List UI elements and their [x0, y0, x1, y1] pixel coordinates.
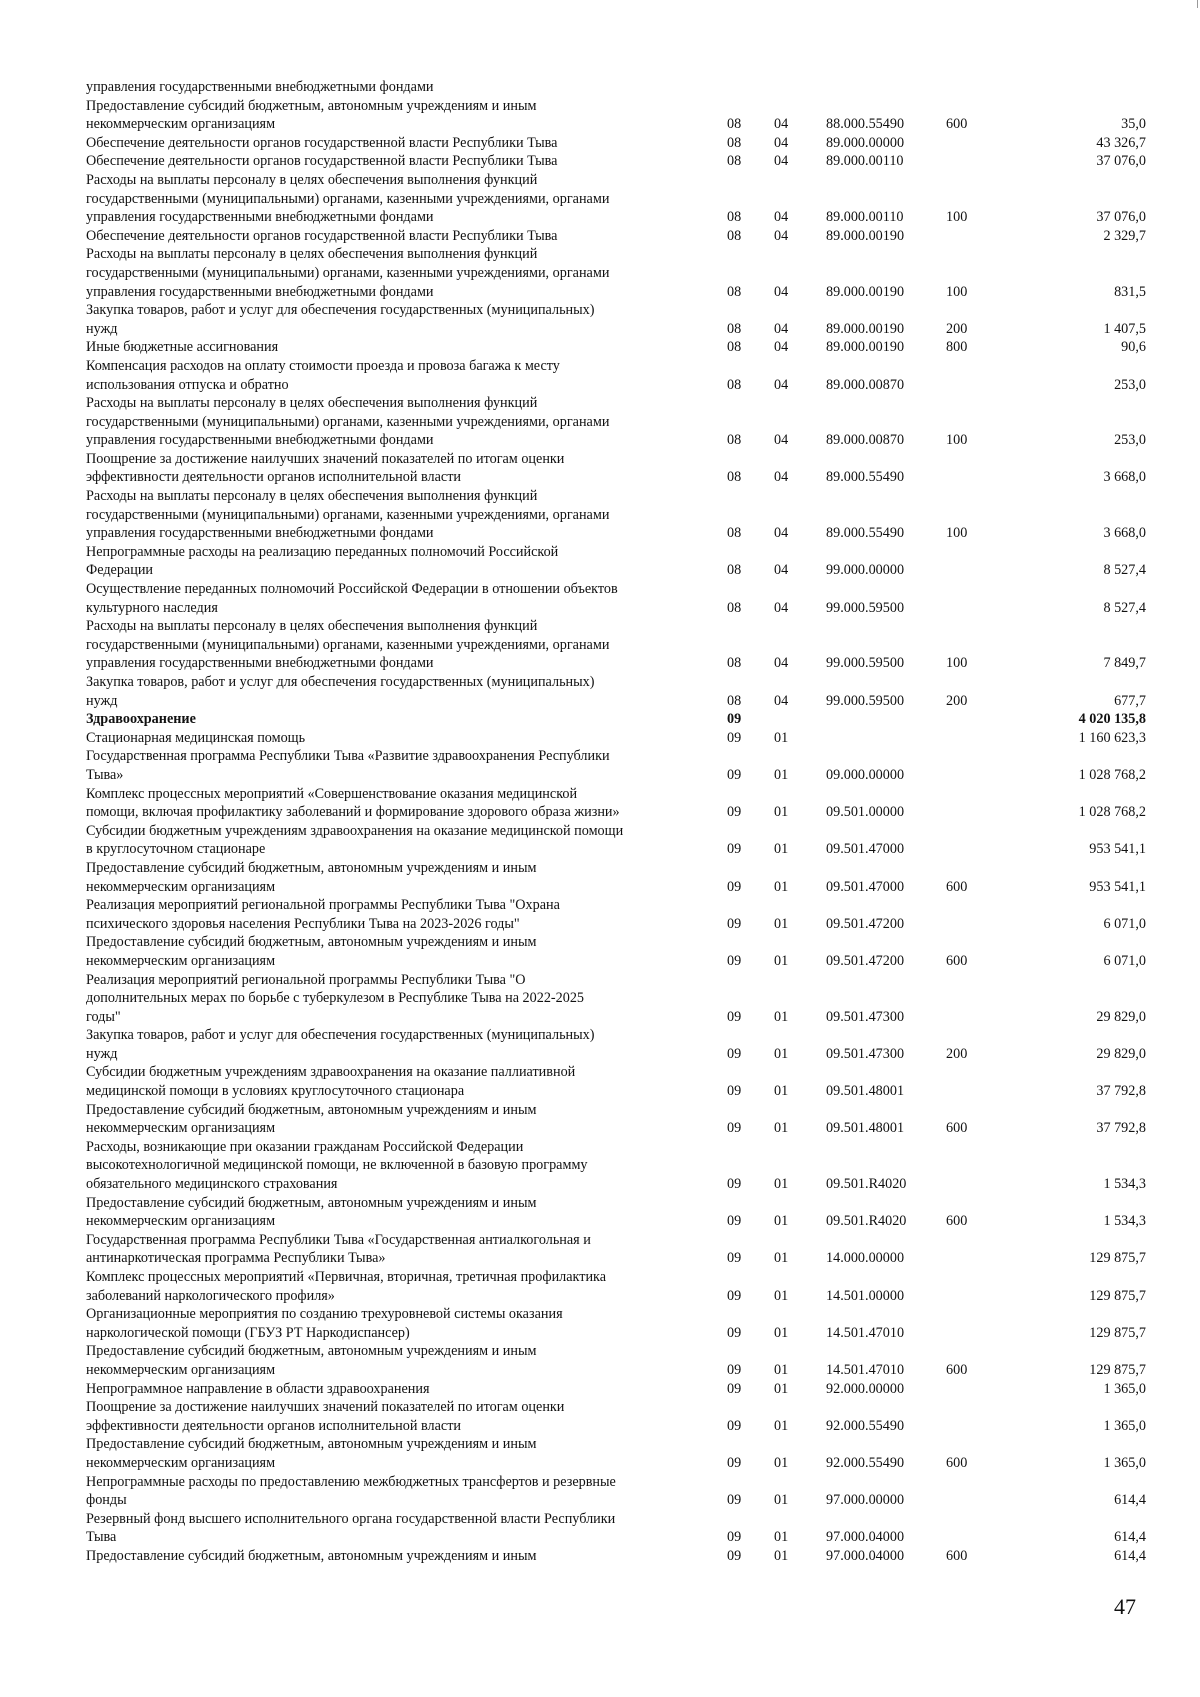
- amount: 253,0: [1114, 432, 1146, 449]
- table-row: [86, 394, 1146, 450]
- target-article-code: 09.501.47200: [826, 915, 905, 932]
- amount: 1 365,0: [1103, 1380, 1146, 1397]
- row-description: Обеспечение деятельности органов государственной власти Республики Тыва: [86, 227, 558, 244]
- amount: 7 849,7: [1103, 655, 1146, 672]
- section-code: 08: [727, 153, 742, 170]
- subsection-code: 01: [774, 1250, 789, 1267]
- amount: 953 541,1: [1089, 841, 1146, 858]
- amount: 1 407,5: [1103, 320, 1146, 337]
- table-row: [86, 301, 1146, 338]
- subsection-code: 04: [774, 227, 789, 244]
- section-code: 08: [727, 432, 742, 449]
- section-code: 08: [727, 655, 742, 672]
- table-row: [86, 785, 1146, 822]
- target-article-code: 92.000.00000: [826, 1380, 905, 1397]
- subsection-code: 01: [774, 1120, 789, 1137]
- expense-type-code: 600: [946, 1547, 968, 1564]
- section-code: 08: [727, 320, 742, 337]
- target-article-code: 99.000.59500: [826, 599, 905, 616]
- subsection-code: 01: [774, 1083, 789, 1100]
- amount: 253,0: [1114, 376, 1146, 393]
- table-row: [86, 245, 1146, 301]
- row-description: Непрограммные расходы по предоставлению межбюджетных трансфертов и резервные фонды: [86, 1473, 616, 1509]
- subsection-code: 01: [774, 1454, 789, 1471]
- section-code: 08: [727, 339, 742, 356]
- section-code: 09: [727, 1324, 742, 1341]
- subsection-code: 04: [774, 692, 789, 709]
- expense-type-code: 100: [946, 525, 968, 542]
- row-description: Предоставление субсидий бюджетным, автономным учреждениям и иным некоммерческим организациям: [86, 859, 537, 895]
- target-article-code: 89.000.00870: [826, 376, 905, 393]
- target-article-code: 09.501.00000: [826, 804, 905, 821]
- amount: 129 875,7: [1089, 1287, 1146, 1304]
- amount: 29 829,0: [1096, 1045, 1146, 1062]
- target-article-code: 14.000.00000: [826, 1250, 905, 1267]
- table-row: [86, 1398, 1146, 1435]
- target-article-code: 97.000.04000: [826, 1529, 905, 1546]
- target-article-code: 92.000.55490: [826, 1454, 905, 1471]
- row-description: Стационарная медицинская помощь: [86, 729, 306, 746]
- row-description: Расходы на выплаты персоналу в целях обеспечения выполнения функций государственными (муниципальными) органами, казенными учреждениями, органами управления государственными внебюджетными фондами: [86, 395, 610, 449]
- section-code: 09: [727, 1529, 742, 1546]
- row-description: Поощрение за достижение наилучших значений показателей по итогам оценки эффективности деятельности органов исполнительной власти: [86, 1399, 565, 1434]
- subsection-code: 01: [774, 1287, 789, 1304]
- table-row: [86, 152, 1146, 171]
- target-article-code: 09.000.00000: [826, 766, 905, 783]
- section-code: 09: [727, 1213, 742, 1230]
- section-code: 08: [727, 227, 742, 244]
- row-description: Закупка товаров, работ и услуг для обеспечения государственных (муниципальных) нужд: [86, 1027, 595, 1062]
- section-code: 09: [727, 952, 742, 969]
- amount: 3 668,0: [1103, 469, 1146, 486]
- subsection-code: 01: [774, 878, 789, 895]
- section-code: 09: [727, 1120, 742, 1137]
- amount: 4 020 135,8: [1078, 711, 1146, 728]
- section-code: 09: [727, 729, 742, 746]
- target-article-code: 89.000.00190: [826, 227, 905, 244]
- table-row: [86, 617, 1146, 673]
- expense-type-code: 600: [946, 1454, 968, 1471]
- amount: 1 534,3: [1103, 1176, 1146, 1193]
- row-description: Организационные мероприятия по созданию трехуровневой системы оказания наркологической помощи (ГБУЗ РТ Наркодиспансер): [86, 1306, 563, 1341]
- expense-type-code: 100: [946, 209, 968, 226]
- subsection-code: 04: [774, 432, 789, 449]
- table-row: [86, 450, 1146, 487]
- amount: 614,4: [1114, 1547, 1146, 1564]
- section-code: 08: [727, 525, 742, 542]
- amount: 29 829,0: [1096, 1008, 1146, 1025]
- subsection-code: 04: [774, 562, 789, 579]
- row-description: Предоставление субсидий бюджетным, автономным учреждениям и иным некоммерческим организациям: [86, 97, 537, 133]
- subsection-code: 01: [774, 1361, 789, 1378]
- table-row: [86, 134, 1146, 153]
- table-row: [86, 673, 1146, 710]
- table-row: [86, 1026, 1146, 1063]
- row-description: Предоставление субсидий бюджетным, автономным учреждениям и иным некоммерческим организациям: [86, 1194, 537, 1230]
- amount: 614,4: [1114, 1492, 1146, 1509]
- subsection-code: 04: [774, 376, 789, 393]
- target-article-code: 89.000.00190: [826, 320, 905, 337]
- amount: 37 792,8: [1096, 1083, 1146, 1100]
- row-description: Государственная программа Республики Тыва «Государственная антиалкогольная и антинаркотическая программа Республики Тыва»: [86, 1231, 591, 1267]
- expense-type-code: 100: [946, 432, 968, 449]
- section-code: 08: [727, 469, 742, 486]
- subsection-code: 04: [774, 209, 789, 226]
- table-row: [86, 859, 1146, 896]
- target-article-code: 09.501.47000: [826, 841, 905, 858]
- subsection-code: 04: [774, 599, 789, 616]
- target-article-code: 89.000.00110: [826, 153, 904, 170]
- subsection-code: 01: [774, 1529, 789, 1546]
- table-row: [86, 171, 1146, 227]
- table-row: [86, 896, 1146, 933]
- target-article-code: 92.000.55490: [826, 1417, 905, 1434]
- section-code: 08: [727, 134, 742, 151]
- row-description: Реализация мероприятий региональной программы Республики Тыва "Охрана психического здоровья населения Республики Тыва на 2023-2026 годы": [86, 897, 560, 932]
- row-description: Субсидии бюджетным учреждениям здравоохранения на оказание медицинской помощи в круглосуточном стационаре: [86, 822, 624, 858]
- amount: 1 028 768,2: [1078, 766, 1146, 783]
- row-description: Непрограммные расходы на реализацию переданных полномочий Российской Федерации: [86, 543, 559, 579]
- expense-type-code: 600: [946, 1361, 968, 1378]
- subsection-code: 01: [774, 1380, 789, 1397]
- table-row: [86, 933, 1146, 970]
- table-row: [86, 729, 1146, 748]
- section-code: 08: [727, 692, 742, 709]
- row-description: Осуществление переданных полномочий Российской Федерации в отношении объектов культурного наследия: [86, 581, 618, 616]
- expense-type-code: 600: [946, 116, 968, 133]
- amount: 1 365,0: [1103, 1417, 1146, 1434]
- target-article-code: 97.000.04000: [826, 1547, 905, 1564]
- target-article-code: 99.000.59500: [826, 655, 905, 672]
- target-article-code: 89.000.00000: [826, 134, 905, 151]
- amount: 614,4: [1114, 1529, 1146, 1546]
- section-code: 09: [727, 711, 742, 728]
- target-article-code: 09.501.47300: [826, 1008, 905, 1025]
- subsection-code: 01: [774, 1045, 789, 1062]
- amount: 35,0: [1121, 116, 1146, 133]
- section-code: 08: [727, 283, 742, 300]
- subsection-code: 04: [774, 525, 789, 542]
- amount: 90,6: [1121, 339, 1146, 356]
- section-code: 09: [727, 766, 742, 783]
- row-description: Обеспечение деятельности органов государственной власти Республики Тыва: [86, 153, 558, 170]
- row-description: Расходы на выплаты персоналу в целях обеспечения выполнения функций государственными (муниципальными) органами, казенными учреждениями, органами управления государственными внебюджетными фондами: [86, 618, 610, 672]
- section-code: 08: [727, 116, 742, 133]
- expense-type-code: 600: [946, 952, 968, 969]
- subsection-code: 04: [774, 339, 789, 356]
- subsection-code: 01: [774, 1008, 789, 1025]
- section-code: 09: [727, 1547, 742, 1564]
- row-description: Реализация мероприятий региональной программы Республики Тыва "О дополнительных мерах по борьбе с туберкулезом в Республике Тыва на 2022-2025 годы": [86, 971, 585, 1025]
- page-number: 47: [1114, 1594, 1136, 1619]
- table-row: [86, 1380, 1146, 1399]
- row-description: Резервный фонд высшего исполнительного органа государственной власти Республики Тыва: [86, 1510, 616, 1546]
- amount: 1 160 623,3: [1078, 729, 1146, 746]
- table-row: [86, 78, 1146, 97]
- expense-type-code: 200: [946, 1045, 968, 1062]
- amount: 1 365,0: [1103, 1454, 1146, 1471]
- subsection-code: 04: [774, 153, 789, 170]
- target-article-code: 89.000.00110: [826, 209, 904, 226]
- table-row: [86, 1101, 1146, 1138]
- subsection-code: 01: [774, 1492, 789, 1509]
- row-description: Государственная программа Республики Тыва «Развитие здравоохранения Республики Тыва»: [86, 748, 610, 783]
- target-article-code: 09.501.47000: [826, 878, 905, 895]
- section-code: 09: [727, 841, 742, 858]
- row-description: Предоставление субсидий бюджетным, автономным учреждениям и иным некоммерческим организациям: [86, 934, 537, 969]
- amount: 953 541,1: [1089, 878, 1146, 895]
- row-description: Иные бюджетные ассигнования: [86, 339, 279, 356]
- target-article-code: 97.000.00000: [826, 1492, 905, 1509]
- row-description: Предоставление субсидий бюджетным, автономным учреждениям и иным: [86, 1547, 537, 1564]
- row-description: Предоставление субсидий бюджетным, автономным учреждениям и иным некоммерческим организациям: [86, 1101, 537, 1137]
- section-code: 09: [727, 1287, 742, 1304]
- amount: 6 071,0: [1103, 952, 1146, 969]
- section-code: 08: [727, 599, 742, 616]
- expense-type-code: 200: [946, 320, 968, 337]
- row-description: Обеспечение деятельности органов государственной власти Республики Тыва: [86, 134, 558, 151]
- section-code: 09: [727, 1008, 742, 1025]
- table-row: [86, 357, 1146, 394]
- table-row: [86, 543, 1146, 580]
- row-description: Расходы на выплаты персоналу в целях обеспечения выполнения функций государственными (муниципальными) органами, казенными учреждениями, органами управления государственными внебюджетными фондами: [86, 171, 610, 226]
- budget-table: [86, 78, 1146, 1566]
- expense-type-code: 600: [946, 1213, 968, 1230]
- table-row: [86, 1063, 1146, 1100]
- subsection-code: 04: [774, 134, 789, 151]
- section-code: 09: [727, 1250, 742, 1267]
- amount: 6 071,0: [1103, 915, 1146, 932]
- table-row: [86, 97, 1146, 134]
- row-description: Расходы на выплаты персоналу в целях обеспечения выполнения функций государственными (муниципальными) органами, казенными учреждениями, органами управления государственными внебюджетными фондами: [86, 488, 610, 542]
- target-article-code: 09.501.47300: [826, 1045, 905, 1062]
- subsection-code: 01: [774, 1176, 789, 1193]
- section-code: 09: [727, 1083, 742, 1100]
- table-row: [86, 1342, 1146, 1379]
- section-code: 09: [727, 878, 742, 895]
- table-row: [86, 1194, 1146, 1231]
- target-article-code: 09.501.48001: [826, 1120, 905, 1137]
- section-code: 09: [727, 1045, 742, 1062]
- subsection-code: 04: [774, 283, 789, 300]
- target-article-code: 09.501.47200: [826, 952, 905, 969]
- target-article-code: 14.501.00000: [826, 1287, 905, 1304]
- subsection-code: 01: [774, 729, 789, 746]
- target-article-code: 89.000.55490: [826, 469, 905, 486]
- target-article-code: 14.501.47010: [826, 1361, 905, 1378]
- target-article-code: 14.501.47010: [826, 1324, 905, 1341]
- target-article-code: 09.501.R4020: [826, 1176, 907, 1193]
- table-row: [86, 1510, 1146, 1547]
- target-article-code: 89.000.55490: [826, 525, 905, 542]
- table-row: [86, 971, 1146, 1027]
- amount: 37 076,0: [1096, 153, 1146, 170]
- row-description: Здравоохранение: [86, 711, 196, 728]
- section-code: 08: [727, 209, 742, 226]
- subsection-code: 04: [774, 320, 789, 337]
- table-row: [86, 747, 1146, 784]
- row-description: Комплекс процессных мероприятий «Первичная, вторичная, третичная профилактика заболеваний наркологического профиля»: [86, 1269, 607, 1304]
- subsection-code: 04: [774, 116, 789, 133]
- expense-type-code: 600: [946, 1120, 968, 1137]
- table-row: [86, 227, 1146, 246]
- amount: 3 668,0: [1103, 525, 1146, 542]
- subsection-code: 01: [774, 1417, 789, 1434]
- section-code: 09: [727, 1492, 742, 1509]
- subsection-code: 01: [774, 1547, 789, 1564]
- target-article-code: 99.000.00000: [826, 562, 905, 579]
- subsection-code: 04: [774, 655, 789, 672]
- amount: 2 329,7: [1103, 227, 1146, 244]
- amount: 8 527,4: [1103, 562, 1146, 579]
- amount: 1 028 768,2: [1078, 804, 1146, 821]
- subsection-code: 01: [774, 1324, 789, 1341]
- table-row: [86, 710, 1146, 729]
- amount: 43 326,7: [1096, 134, 1146, 151]
- section-code: 09: [727, 1380, 742, 1397]
- table-row: [86, 1547, 1146, 1566]
- target-article-code: 88.000.55490: [826, 116, 905, 133]
- target-article-code: 09.501.R4020: [826, 1213, 907, 1230]
- section-code: 09: [727, 804, 742, 821]
- section-code: 09: [727, 1417, 742, 1434]
- subsection-code: 01: [774, 1213, 789, 1230]
- row-description: Расходы, возникающие при оказании гражданам Российской Федерации высокотехнологичной медицинской помощи, не включенной в базовую программу обязательного медицинского страхования: [86, 1138, 588, 1193]
- table-row: [86, 822, 1146, 859]
- expense-type-code: 800: [946, 339, 968, 356]
- amount: 1 534,3: [1103, 1213, 1146, 1230]
- row-description: Комплекс процессных мероприятий «Совершенствование оказания медицинской помощи, включая профилактику заболеваний и формирование здорового образа жизни»: [86, 785, 620, 821]
- row-description: Закупка товаров, работ и услуг для обеспечения государственных (муниципальных) нужд: [86, 674, 595, 709]
- amount: 37 792,8: [1096, 1120, 1146, 1137]
- subsection-code: 04: [774, 469, 789, 486]
- amount: 37 076,0: [1096, 209, 1146, 226]
- row-description: управления государственными внебюджетными фондами: [86, 79, 434, 95]
- section-code: 09: [727, 915, 742, 932]
- expense-type-code: 100: [946, 283, 968, 300]
- section-code: 09: [727, 1176, 742, 1193]
- target-article-code: 89.000.00190: [826, 283, 905, 300]
- amount: 677,7: [1114, 692, 1146, 709]
- table-row: [86, 1473, 1146, 1510]
- target-article-code: 89.000.00190: [826, 339, 905, 356]
- target-article-code: 09.501.48001: [826, 1083, 905, 1100]
- subsection-code: 01: [774, 766, 789, 783]
- expense-type-code: 200: [946, 692, 968, 709]
- table-row: [86, 1231, 1146, 1268]
- amount: 831,5: [1114, 283, 1146, 300]
- subsection-code: 01: [774, 952, 789, 969]
- amount: 129 875,7: [1089, 1250, 1146, 1267]
- row-description: Непрограммное направление в области здравоохранения: [86, 1380, 430, 1397]
- table-row: [86, 487, 1146, 543]
- table-row: [86, 580, 1146, 617]
- row-description: Субсидии бюджетным учреждениям здравоохранения на оказание паллиативной медицинской помощи в условиях круглосуточного стационара: [86, 1064, 576, 1100]
- row-description: Закупка товаров, работ и услуг для обеспечения государственных (муниципальных) нужд: [86, 302, 595, 337]
- table-row: [86, 1305, 1146, 1342]
- table-row: [86, 1138, 1146, 1194]
- row-description: Предоставление субсидий бюджетным, автономным учреждениям и иным некоммерческим организациям: [86, 1343, 537, 1378]
- amount: 8 527,4: [1103, 599, 1146, 616]
- row-description: Компенсация расходов на оплату стоимости проезда и провоза багажа к месту использования отпуска и обратно: [86, 357, 560, 393]
- target-article-code: 89.000.00870: [826, 432, 905, 449]
- table-row: [86, 1268, 1146, 1305]
- amount: 129 875,7: [1089, 1324, 1146, 1341]
- table-row: [86, 338, 1146, 357]
- section-code: 08: [727, 376, 742, 393]
- section-code: 09: [727, 1361, 742, 1378]
- target-article-code: 99.000.59500: [826, 692, 905, 709]
- subsection-code: 01: [774, 841, 789, 858]
- section-code: 09: [727, 1454, 742, 1471]
- row-description: Расходы на выплаты персоналу в целях обеспечения выполнения функций государственными (муниципальными) органами, казенными учреждениями, органами управления государственными внебюджетными фондами: [86, 246, 610, 300]
- subsection-code: 01: [774, 804, 789, 821]
- expense-type-code: 600: [946, 878, 968, 895]
- section-code: 08: [727, 562, 742, 579]
- scan-edge-mark: [1197, 0, 1198, 8]
- table-row: [86, 1435, 1146, 1472]
- row-description: Предоставление субсидий бюджетным, автономным учреждениям и иным некоммерческим организациям: [86, 1436, 537, 1471]
- row-description: Поощрение за достижение наилучших значений показателей по итогам оценки эффективности деятельности органов исполнительной власти: [86, 450, 565, 486]
- amount: 129 875,7: [1089, 1361, 1146, 1378]
- expense-type-code: 100: [946, 655, 968, 672]
- subsection-code: 01: [774, 915, 789, 932]
